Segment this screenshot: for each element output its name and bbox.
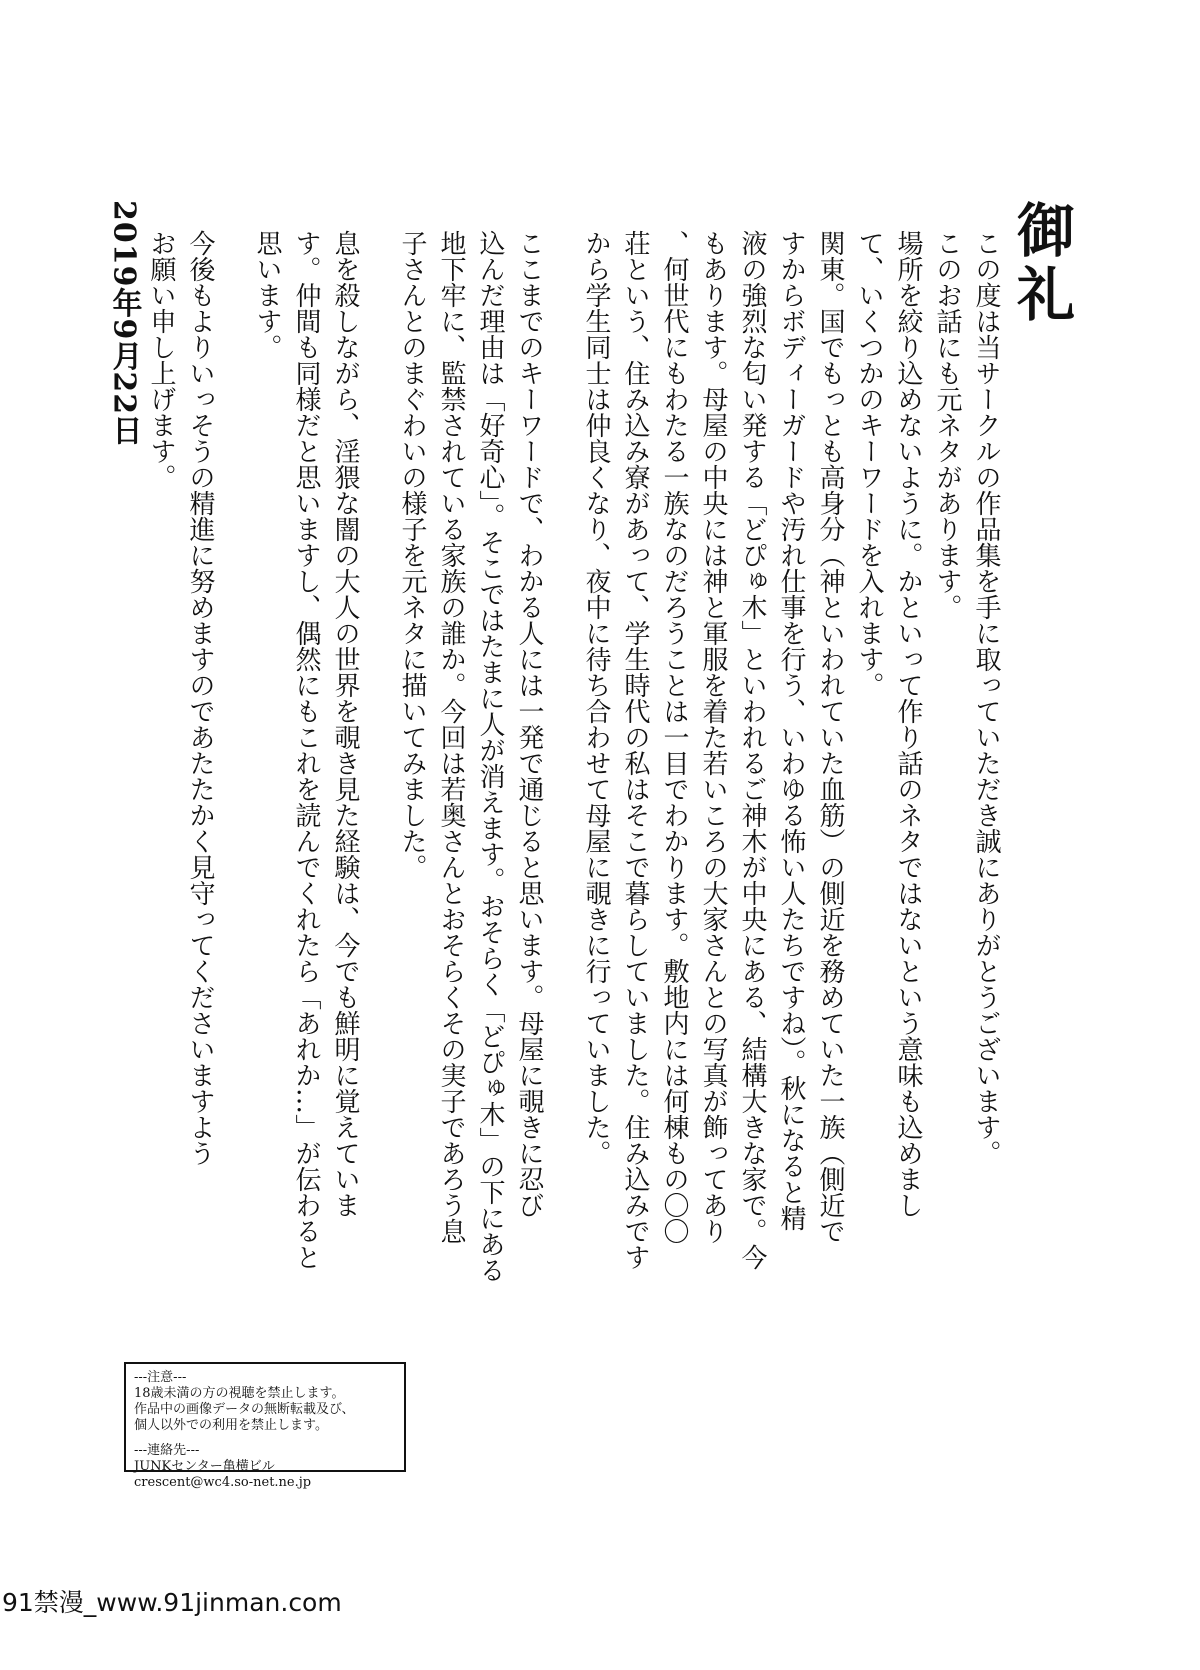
notice-line: 18歳未満の方の視聴を禁止します。 [134,1386,345,1401]
text-line: すからボディーガードや汚れ仕事を行う、いわゆる怖い人たちですね）。秋になると精 [776,230,806,1231]
text-line: ここまでのキーワードで、わかる人には一発で通じると思います。母屋に覗きに忍び [514,230,544,1218]
text-line: 場所を絞り込めないように。かといって作り話のネタではないという意味も込めまし [893,230,923,1218]
text-line: 込んだ理由は「好奇心」。そこではたまに人が消えます。おそらく「どぴゅ木」の下にある [475,230,505,1283]
text-line: このお話にも元ネタがあります。 [932,230,962,620]
paragraph-experience [247,230,364,1290]
text-line: もあります。母屋の中央には神と軍服を着た若いころの大家さんとの写真が飾ってあり [698,230,728,1244]
text-line: 荘という、住み込み寮があって、学生時代の私はそこで暮らしていました。住み込みです [620,230,650,1270]
text-line: 、何世代にもわたる一族なのだろうことは一目でわかります。敷地内には何棟もの〇〇 [659,230,689,1244]
text-line: 関東。国でもっとも高身分（神といわれていた血筋）の側近を務めていた一族（側近で [815,230,845,1244]
paragraph-reason [392,230,548,1290]
text-line: この度は当サークルの作品集を手に取っていただき誠にありがとうございます。 [971,230,1001,1166]
contact-email: crescent@wc4.so-net.ne.jp [134,1475,312,1490]
paragraph-keywords [576,230,849,1290]
text-line: 思います。 [252,230,282,360]
contact-heading: ---連絡先--- [134,1443,200,1458]
text-line: 液の強烈な匂い発する「どぴゅ木」といわれるご神木が中央にある、結構大きな家で。今 [737,230,767,1270]
notice-line: 個人以外での利用を禁止します。 [134,1418,328,1433]
date: 2019年9月22日 [106,200,142,447]
text-line: 地下牢に、監禁されている家族の誰か。今回は若奥さんとおそらくその実子であろう息 [436,230,466,1244]
notice-box [124,1362,406,1490]
text-line: 息を殺しながら、淫猥な闇の大人の世界を覗き見た経験は、今でも鮮明に覚えていま [330,230,360,1218]
contact-name: JUNKセンター亀横ビル [134,1459,275,1474]
text-line: から学生同士は仲良くなり、夜中に待ち合わせて母屋に覗きに行っていました。 [581,230,611,1166]
text-line: す。仲間も同様だと思いますし、偶然にもこれを読んでくれたら「あれか…」が伝わると [291,230,321,1270]
notice-spacer [134,1434,396,1443]
text-line: て、いくつかのキーワードを入れます。 [854,230,884,698]
text-line: 今後もよりいっそうの精進に努めますのであたたかく見守ってくださいますよう [185,230,215,1166]
text-line: 子さんとのまぐわいの様子を元ネタに描いてみました。 [397,230,427,880]
watermark-text: 91禁漫_www.91jinman.com [2,1588,342,1617]
watermark-bar [0,1575,1200,1670]
paragraph-closing [141,230,219,1290]
paragraph-intro [849,230,1005,1290]
afterword-body [113,230,1005,1290]
page-title: 御礼 [1007,200,1075,328]
notice-line: 作品中の画像データの無断転載及び、 [134,1402,355,1417]
text-line: お願い申し上げます。 [146,230,176,490]
notice-heading: ---注意--- [134,1370,187,1385]
